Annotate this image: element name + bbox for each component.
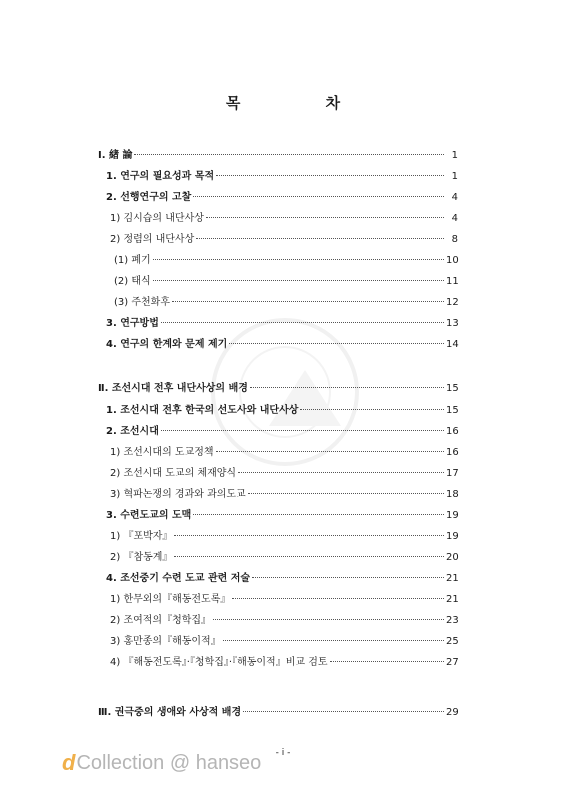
toc-entry-label: 1. 연구의 필요성과 목적 (106, 171, 215, 182)
toc-entry[interactable] (110, 527, 458, 543)
toc-entry-page: 23 (446, 615, 459, 626)
toc-entry-page: 29 (446, 707, 459, 718)
toc-entry-label: 1) 『포박자』 (110, 531, 173, 542)
toc-entry-page: 27 (446, 657, 459, 668)
toc-entry-label: Ⅰ. 緖 論 (98, 150, 133, 161)
toc-leader-dots (206, 217, 444, 218)
toc-leader-dots (213, 619, 444, 620)
toc-leader-dots (216, 175, 444, 176)
toc-leader-dots (223, 640, 444, 641)
toc-leader-dots (161, 430, 444, 431)
toc-entry-page: 4 (451, 192, 458, 203)
toc-entry[interactable] (110, 485, 458, 501)
toc-leader-dots (229, 343, 444, 344)
toc-leader-dots (243, 711, 444, 712)
toc-leader-dots (161, 322, 444, 323)
toc-entry-label: 3) 홍만종의『해동이적』 (110, 636, 221, 647)
toc-entry-label: (2) 태식 (114, 276, 151, 287)
toc-entry[interactable] (110, 590, 458, 606)
toc-entry[interactable] (110, 611, 458, 627)
toc-leader-dots (153, 259, 444, 260)
toc-leader-dots (172, 301, 444, 302)
toc-entry-page: 4 (451, 213, 458, 224)
toc-entry[interactable] (110, 443, 458, 459)
toc-entry-page: 11 (446, 276, 459, 287)
toc-entry[interactable] (106, 335, 458, 351)
toc-entry-label: 1) 조선시대의 도교정책 (110, 447, 214, 458)
toc-entry[interactable] (106, 506, 458, 522)
toc-entry-page: 10 (446, 255, 459, 266)
toc-entry[interactable] (106, 167, 458, 183)
toc-entry-page: 21 (446, 594, 459, 605)
toc-entry[interactable] (106, 401, 458, 417)
toc-entry-label: 3. 연구방법 (106, 318, 159, 329)
toc-leader-dots (250, 387, 444, 388)
toc-entry[interactable] (110, 209, 458, 225)
toc-entry[interactable] (110, 464, 458, 480)
toc-entry-page: 19 (446, 531, 459, 542)
toc-entry[interactable] (110, 548, 458, 564)
toc-entry-page: 12 (446, 297, 459, 308)
toc-entry[interactable] (114, 293, 458, 309)
toc-entry-label: 3. 수련도교의 도맥 (106, 510, 192, 521)
toc-leader-dots (248, 493, 444, 494)
toc-entry-label: 1) 한무외의『해동전도록』 (110, 594, 231, 605)
toc-entry-label: Ⅲ. 권극중의 생애와 사상적 배경 (98, 707, 242, 718)
toc-entry-page: 16 (446, 447, 459, 458)
toc-entry-page: 13 (446, 318, 459, 329)
toc-entry[interactable] (106, 314, 458, 330)
toc-entry[interactable] (114, 251, 458, 267)
toc-entry-page: 8 (451, 234, 458, 245)
toc-entry-page: 18 (446, 489, 459, 500)
toc-leader-dots (238, 472, 444, 473)
toc-entry-page: 15 (446, 383, 459, 394)
toc-entry-page: 21 (446, 573, 459, 584)
toc-entry[interactable] (110, 653, 458, 669)
toc-leader-dots (153, 280, 444, 281)
toc-entry-label: 1) 김시습의 내단사상 (110, 213, 204, 224)
toc-entry-page: 25 (446, 636, 459, 647)
toc-entry-label: Ⅱ. 조선시대 전후 내단사상의 배경 (98, 383, 248, 394)
toc-entry-page: 1 (451, 171, 458, 182)
logo-mark: d (62, 750, 76, 775)
toc-entry-label: (1) 폐기 (114, 255, 151, 266)
toc-entry[interactable] (106, 188, 458, 204)
page-number: - i - (275, 748, 291, 758)
page-title: 목 차 (225, 94, 381, 112)
toc-leader-dots (232, 598, 444, 599)
toc-entry[interactable] (98, 379, 458, 395)
toc-leader-dots (196, 238, 444, 239)
toc-leader-dots (300, 409, 444, 410)
toc-entry-label: 4) 『해동전도록』·『청학집』·『해동이적』비교 검토 (110, 657, 328, 668)
toc-entry[interactable] (106, 569, 458, 585)
toc-leader-dots (330, 661, 444, 662)
toc-entry-label: 2) 조선시대 도교의 체재양식 (110, 468, 237, 479)
toc-leader-dots (174, 535, 444, 536)
toc-entry-page: 19 (446, 510, 459, 521)
toc-entry-page: 15 (446, 405, 459, 416)
toc-leader-dots (252, 577, 444, 578)
collection-logo (62, 750, 261, 776)
toc-entry-page: 14 (446, 339, 459, 350)
toc-entry-label: 2) 『참동계』 (110, 552, 173, 563)
toc-entry-label: 4. 조선중기 수련 도교 관련 저술 (106, 573, 251, 584)
toc-entry[interactable] (110, 230, 458, 246)
toc-entry-page: 16 (446, 426, 459, 437)
toc-entry-label: 2. 조선시대 (106, 426, 159, 437)
toc-entry-page: 1 (451, 150, 458, 161)
toc-entry[interactable] (114, 272, 458, 288)
toc-entry-label: 2. 선행연구의 고찰 (106, 192, 192, 203)
toc-entry[interactable] (106, 422, 458, 438)
toc-entry-label: (3) 주천화후 (114, 297, 170, 308)
toc-entry-page: 20 (446, 552, 459, 563)
toc-entry-label: 2) 조여적의『청학집』 (110, 615, 212, 626)
toc-entry[interactable] (110, 632, 458, 648)
logo-text: Collection @ hanseo (76, 751, 262, 774)
toc-leader-dots (193, 196, 444, 197)
toc-entry-label: 3) 혁파논쟁의 경과와 과의도교 (110, 489, 246, 500)
toc-leader-dots (216, 451, 444, 452)
toc-leader-dots (193, 514, 444, 515)
toc-entry-page: 17 (446, 468, 459, 479)
toc-entry-label: 2) 정렴의 내단사상 (110, 234, 195, 245)
toc-entry[interactable] (98, 146, 458, 162)
toc-entry-label: 4. 연구의 한계와 문제 제기 (106, 339, 228, 350)
toc-entry-label: 1. 조선시대 전후 한국의 선도사와 내단사상 (106, 405, 299, 416)
toc-leader-dots (134, 154, 444, 155)
toc-leader-dots (174, 556, 444, 557)
toc-entry[interactable] (98, 703, 458, 719)
